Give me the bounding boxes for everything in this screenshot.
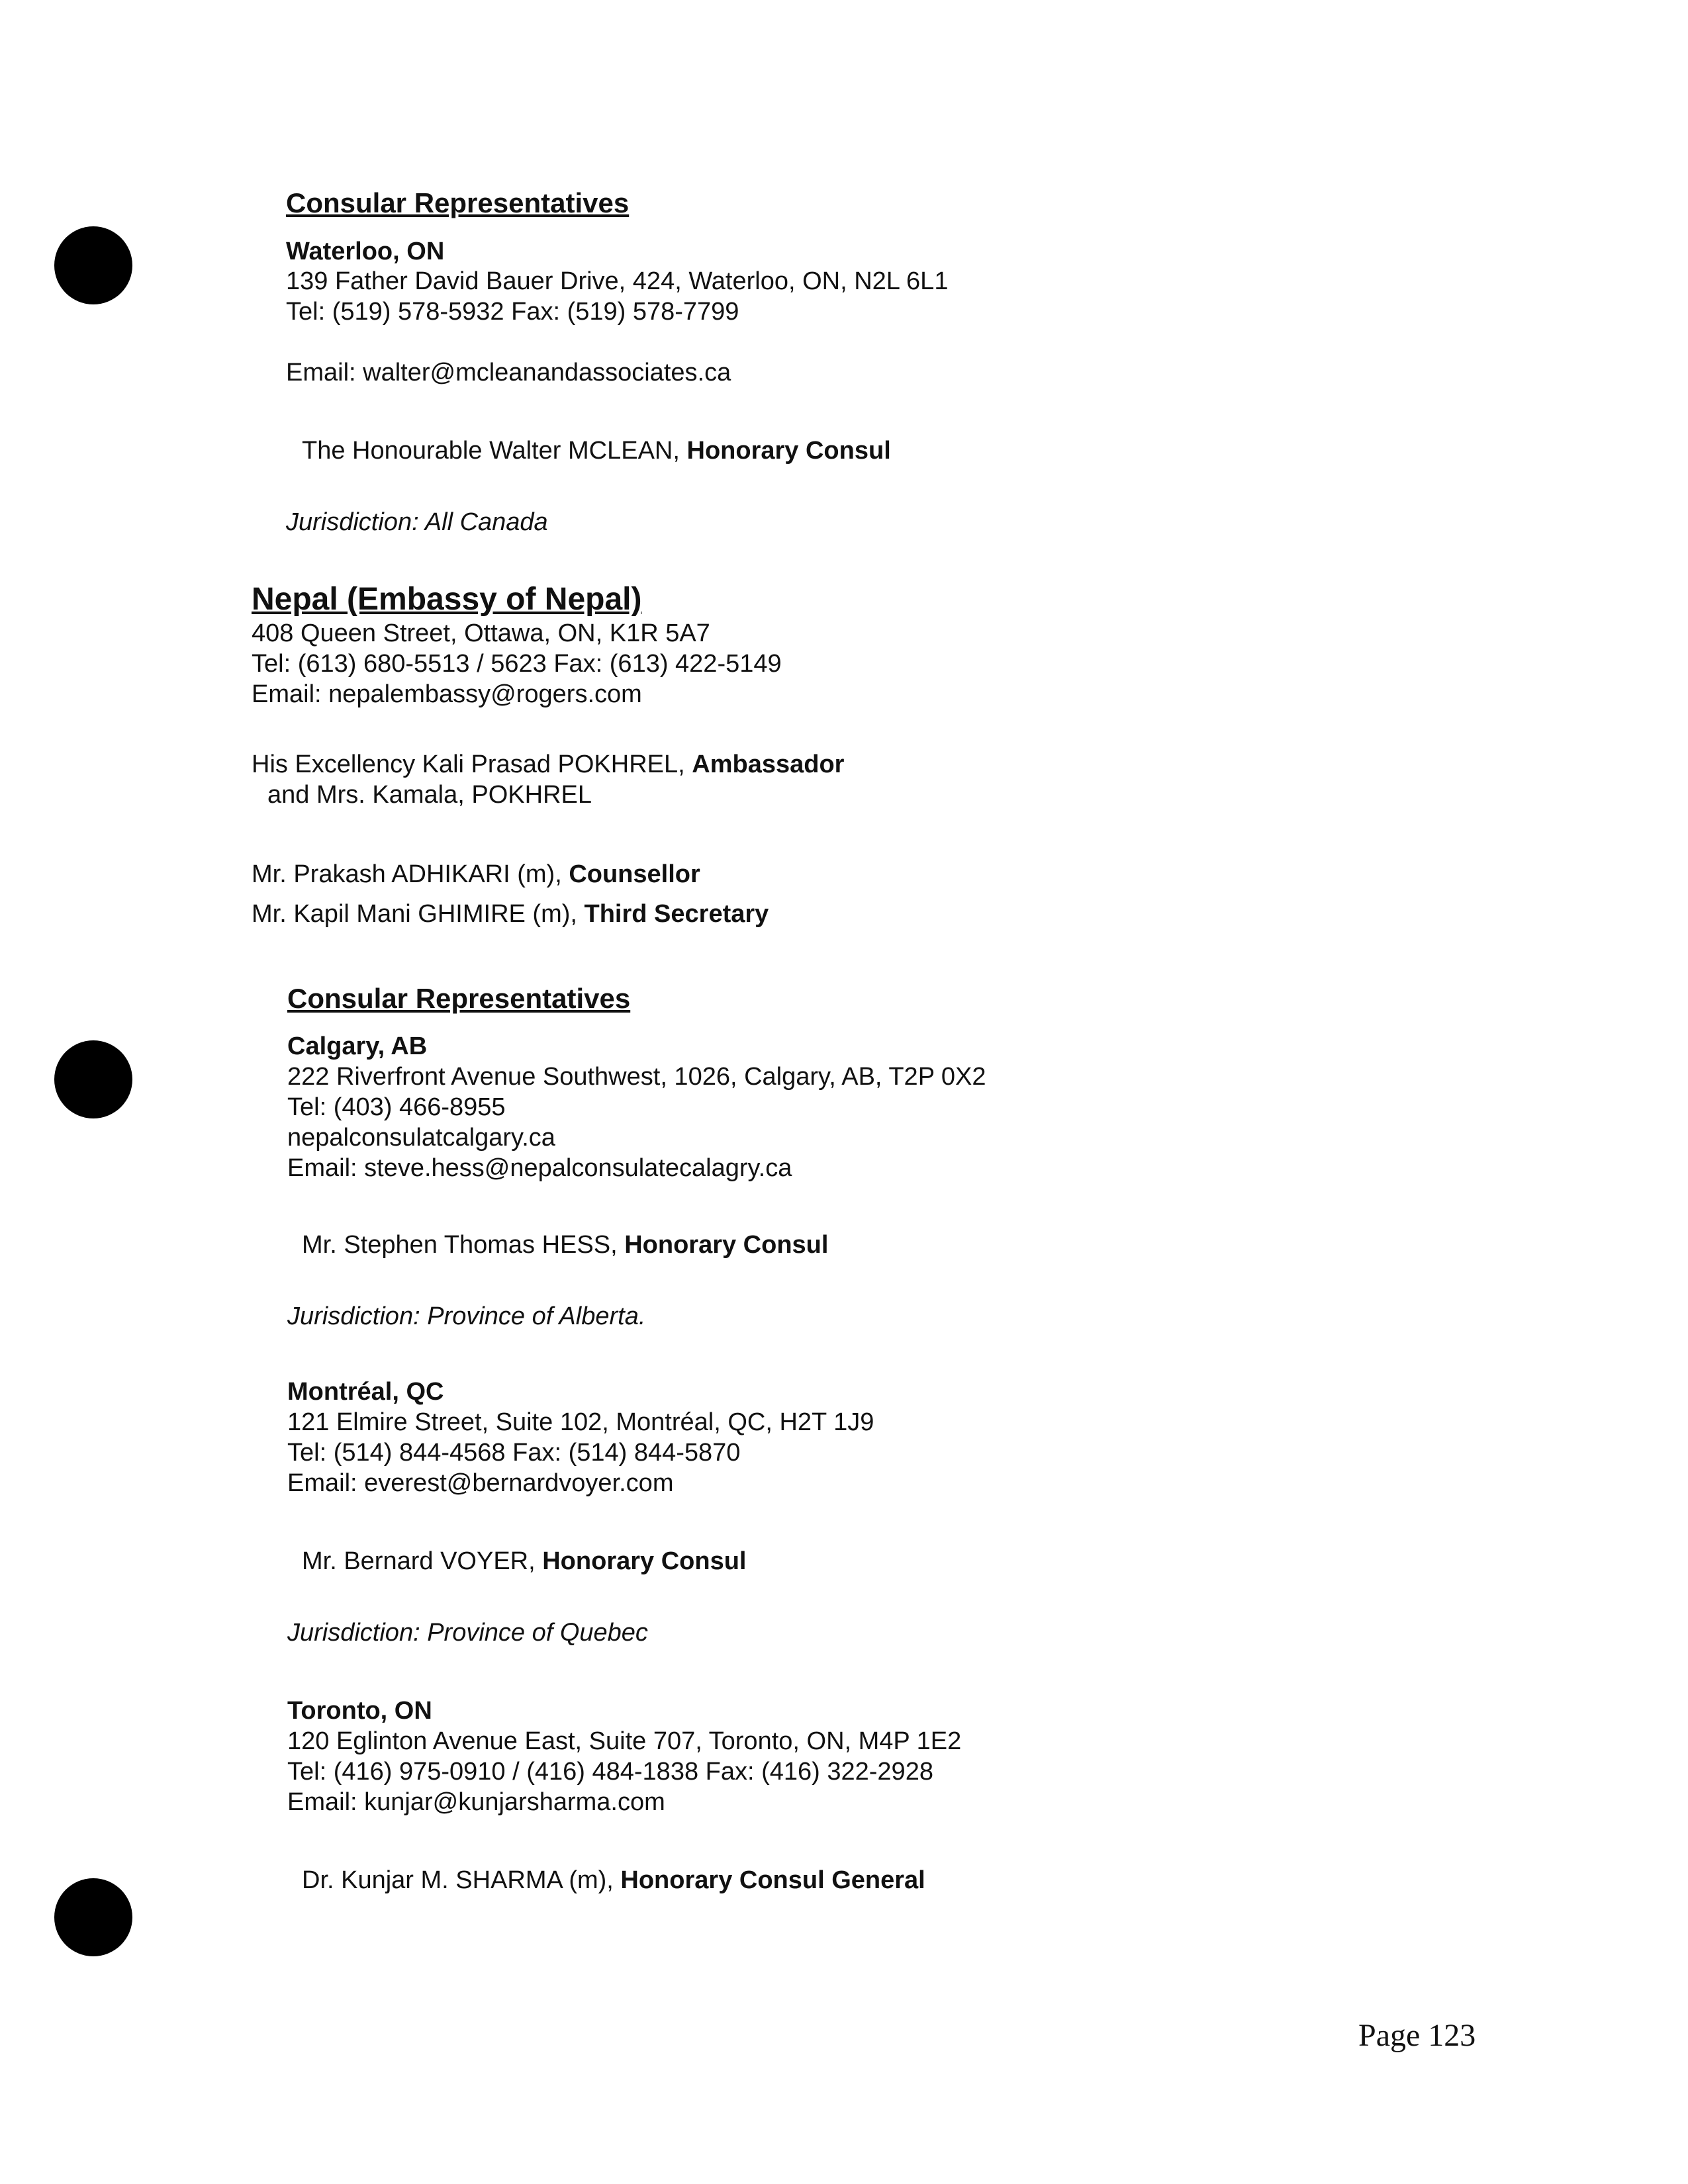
consul-title: Honorary Consul [686,437,891,465]
staff-entry-third-secretary [252,899,769,929]
ambassador-entry [252,749,844,780]
consul-entry [302,435,891,466]
punch-hole-bottom [54,1878,132,1956]
city-name-toronto: Toronto, ON [287,1697,432,1725]
address: 139 Father David Bauer Drive, 424, Waterloo, ON, N2L 6L1 [286,267,949,295]
address: 120 Eglinton Avenue East, Suite 707, Toronto, ON, M4P 1E2 [287,1727,962,1755]
consul-name: The Honourable Walter MCLEAN, [302,437,687,465]
email: Email: steve.hess@nepalconsulatecalagry.ca [287,1154,792,1182]
staff-name: Mr. Kapil Mani GHIMIRE (m), [252,900,585,928]
address: 222 Riverfront Avenue Southwest, 1026, Calgary, AB, T2P 0X2 [287,1063,986,1091]
city-name-calgary: Calgary, AB [287,1032,428,1060]
consul-name: Mr. Bernard VOYER, [302,1547,543,1575]
section-heading: Consular Representatives [286,187,630,218]
staff-name: Mr. Prakash ADHIKARI (m), [252,860,569,888]
jurisdiction: Jurisdiction: All Canada [286,508,548,536]
email: Email: everest@bernardvoyer.com [287,1469,674,1497]
phone-fax: Tel: (416) 975-0910 / (416) 484-1838 Fax: (416) 322-2928 [287,1758,933,1786]
consul-name: Dr. Kunjar M. SHARMA (m), [302,1866,621,1894]
email: Email: walter@mcleanandassociates.ca [286,359,731,387]
staff-title: Third Secretary [584,900,769,928]
jurisdiction-calgary: Jurisdiction: Province of Alberta. [287,1302,646,1330]
jurisdiction-montreal: Jurisdiction: Province of Quebec [287,1619,648,1647]
phone-fax: Tel: (514) 844-4568 Fax: (514) 844-5870 [287,1439,741,1467]
phone: Tel: (403) 466-8955 [287,1093,506,1121]
embassy-title: Nepal (Embassy of Nepal) [252,582,642,617]
section-heading: Consular Representatives [287,983,631,1014]
ambassador-spouse: and Mrs. Kamala, POKHREL [267,781,592,809]
phone-fax: Tel: (519) 578-5932 Fax: (519) 578-7799 [286,298,739,326]
consul-title: Honorary Consul General [620,1866,925,1894]
ambassador-title: Ambassador [692,751,845,778]
consul-entry-montreal [302,1546,746,1576]
consul-entry-toronto [302,1865,925,1895]
punch-hole-top [54,226,132,304]
city-name: Waterloo, ON [286,238,445,265]
website: nepalconsulatcalgary.ca [287,1124,555,1152]
staff-title: Counsellor [569,860,700,888]
consul-name: Mr. Stephen Thomas HESS, [302,1231,625,1259]
embassy-phone-fax: Tel: (613) 680-5513 / 5623 Fax: (613) 422-5149 [252,650,782,678]
page-number: Page 123 [1358,2018,1476,2053]
consul-title: Honorary Consul [542,1547,747,1575]
staff-entry-counsellor [252,859,700,889]
ambassador-name: His Excellency Kali Prasad POKHREL, [252,751,692,778]
address: 121 Elmire Street, Suite 102, Montréal, QC, H2T 1J9 [287,1408,874,1436]
punch-hole-middle [54,1040,132,1118]
consul-entry-calgary [302,1230,828,1260]
embassy-address: 408 Queen Street, Ottawa, ON, K1R 5A7 [252,619,710,647]
consul-title: Honorary Consul [624,1231,829,1259]
email: Email: kunjar@kunjarsharma.com [287,1788,665,1816]
city-name-montreal: Montréal, QC [287,1378,444,1406]
embassy-email: Email: nepalembassy@rogers.com [252,680,642,708]
